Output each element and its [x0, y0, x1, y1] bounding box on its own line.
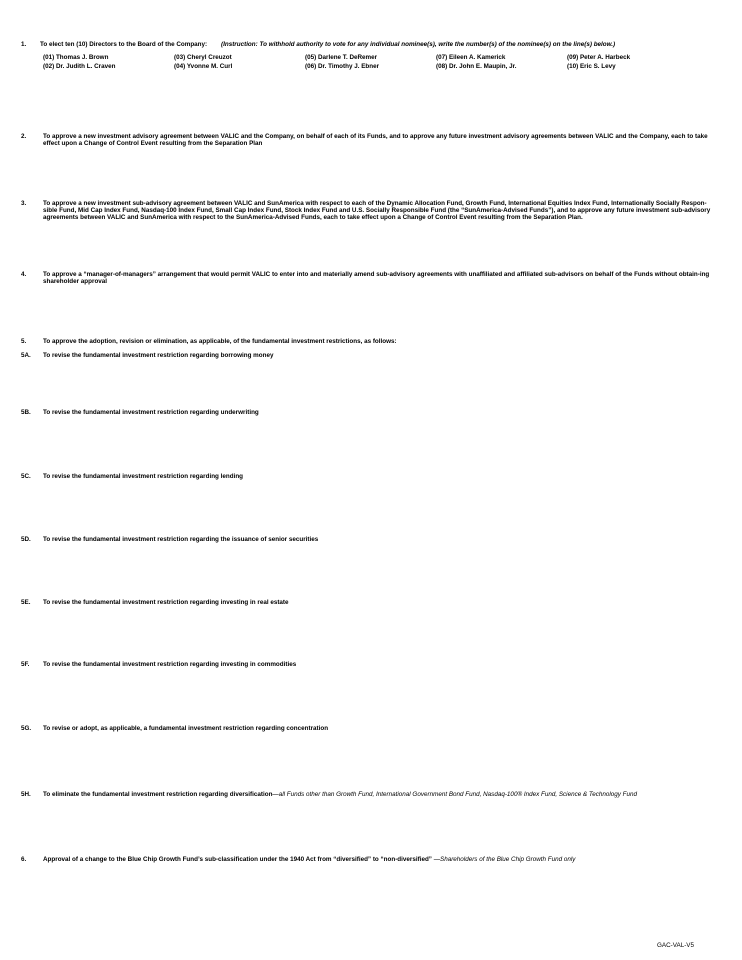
item-5h-number: 5H. — [21, 791, 31, 798]
item-5d-text: To revise the fundamental investment restriction regarding the issuance of senior securities — [43, 536, 319, 543]
item-1-instruction: (Instruction: To withhold authority to vote for any individual nominee(s), write the number(s) of the nominee(s) on the line(s) below.) — [221, 41, 616, 48]
item-4-number: 4. — [21, 271, 27, 278]
item-4-text: To approve a “manager-of-managers” arrangement that would permit VALIC to enter into and materially amend sub-advisory agreements with unaffiliated and affiliated sub-advisors on behalf of the Funds without obtain-ing shareholder approval — [43, 271, 710, 286]
item-5b-text: To revise the fundamental investment restriction regarding underwriting — [43, 409, 259, 416]
nominee-03: (03) Cheryl Creuzot — [174, 54, 232, 61]
item-2-text: To approve a new investment advisory agreement between VALIC and the Company, on behalf of each of its Funds, and to approve any future investment advisory agreements between VALIC and the Company, each to take effect upon a Change of Control Event resulting from the Separation Plan — [43, 133, 708, 148]
item-5g-number: 5G. — [21, 725, 32, 732]
item-5h-line — [43, 791, 713, 798]
nominee-05: (05) Darlene T. DeRemer — [305, 54, 378, 61]
item-5a-text: To revise the fundamental investment restriction regarding borrowing money — [43, 352, 274, 359]
item-5g-text: To revise or adopt, as applicable, a fundamental investment restriction regarding concentration — [43, 725, 329, 732]
item-6-note: —Shareholders of the Blue Chip Growth Fund only — [431, 856, 576, 863]
item-5b-number: 5B. — [21, 409, 31, 416]
nominee-08: (08) Dr. John E. Maupin, Jr. — [436, 63, 517, 70]
nominee-10: (10) Eric S. Levy — [567, 63, 616, 70]
nominee-01: (01) Thomas J. Brown — [43, 54, 109, 61]
item-3-text: To approve a new investment sub-advisory agreement between VALIC and SunAmerica with respect to each of the Dynamic Allocation Fund, Growth Fund, International Equities Index Fund, Internationally Socially Respon-sible Fund, Mid Cap Index Fund, Nasdaq-100 Index Fund, Small Cap Index Fund, Stock Index Fund and U.S. Socially Responsible Fund (the “SunAmerica-Advised Funds”), and to approve any future investment sub-advisory agreements between VALIC and SunAmerica with respect to the SunAmerica-Advised Funds, each to take effect upon a Change of Control Event resulting from the Separation Plan. — [43, 200, 711, 222]
item-5-number: 5. — [21, 338, 27, 345]
item-6-number: 6. — [21, 856, 27, 863]
item-2-number: 2. — [21, 133, 27, 140]
item-5-text: To approve the adoption, revision or elimination, as applicable, of the fundamental investment restrictions, as follows: — [43, 338, 397, 345]
item-5h-note: —all Funds other than Growth Fund, International Government Bond Fund, Nasdaq-100® Index Fund, Science & Technology Fund — [272, 791, 638, 798]
item-1-text: To elect ten (10) Directors to the Board of the Company: — [40, 41, 208, 48]
item-5e-text: To revise the fundamental investment restriction regarding investing in real estate — [43, 599, 289, 606]
item-5f-text: To revise the fundamental investment restriction regarding investing in commodities — [43, 661, 297, 668]
item-5c-number: 5C. — [21, 473, 31, 480]
item-6-text: Approval of a change to the Blue Chip Growth Fund’s sub-classification under the 1940 Act from “diversified” to “non-diversified” — [43, 856, 432, 863]
form-code: GAC-VAL-V5 — [657, 942, 694, 949]
item-5h-text: To eliminate the fundamental investment restriction regarding diversification — [43, 791, 273, 798]
item-5e-number: 5E. — [21, 599, 31, 606]
nominee-07: (07) Eileen A. Kamerick — [436, 54, 506, 61]
item-1-number: 1. — [21, 41, 27, 48]
nominee-02: (02) Dr. Judith L. Craven — [43, 63, 116, 70]
nominee-06: (06) Dr. Timothy J. Ebner — [305, 63, 380, 70]
nominee-04: (04) Yvonne M. Curl — [174, 63, 233, 70]
item-5f-number: 5F. — [21, 661, 30, 668]
item-5d-number: 5D. — [21, 536, 31, 543]
item-5c-text: To revise the fundamental investment restriction regarding lending — [43, 473, 244, 480]
item-6-line — [43, 856, 713, 863]
item-5a-number: 5A. — [21, 352, 31, 359]
item-3-number: 3. — [21, 200, 27, 207]
nominee-09: (09) Peter A. Harbeck — [567, 54, 631, 61]
